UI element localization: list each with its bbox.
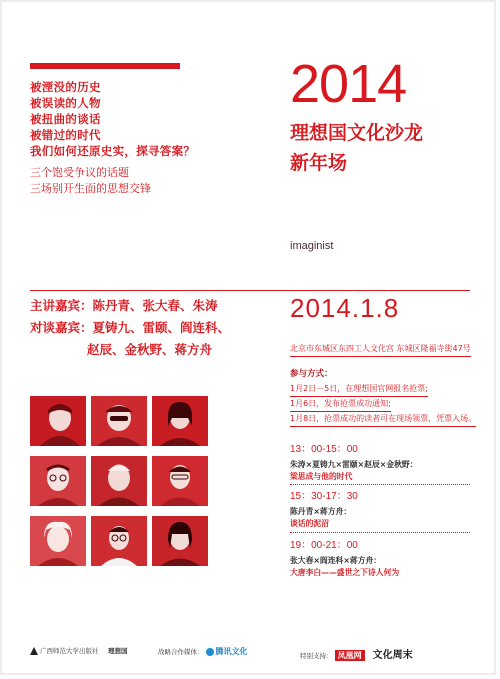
tencent-logo-icon bbox=[206, 648, 214, 656]
sub-line-1: 三个饱受争议的话题 bbox=[30, 166, 129, 179]
join-step-1: 1月2日－5日，在理想国官网报名抢票; bbox=[290, 383, 428, 397]
session-3-topic: 大唐李白——盛世之下诗人何为 bbox=[290, 568, 400, 577]
join-step-3: 1月8日，抢票成功的读者可在现场领票，凭票入场。 bbox=[290, 413, 476, 427]
session-2-topic: 谈话的泥沼 bbox=[290, 519, 329, 528]
main-guests-label: 主讲嘉宾： bbox=[30, 298, 93, 313]
event-date: 2014.1.8 bbox=[290, 293, 400, 323]
question-line-3: 被扭曲的谈话 bbox=[30, 112, 101, 126]
session-1-separator bbox=[290, 484, 470, 485]
guest-photo-2 bbox=[91, 396, 147, 446]
partner-name: 腾讯文化 bbox=[215, 647, 248, 656]
ifeng-logo: 凤凰网 bbox=[335, 650, 365, 661]
join-step-2: 1月6日，发布抢票成功通知; bbox=[290, 398, 391, 412]
main-guests-names: 陈丹青、张大春、朱涛 bbox=[92, 298, 218, 313]
event-address: 北京市东城区东四工人文化宫 东城区隆福寺街47号 bbox=[290, 343, 471, 357]
talk-guests bbox=[30, 319, 230, 337]
session-1-time: 13：00-15：00 bbox=[290, 444, 358, 455]
guest-photo-5 bbox=[91, 456, 147, 506]
footer-support bbox=[300, 646, 413, 661]
session-2-names: 陈丹青×蒋方舟： bbox=[290, 507, 352, 516]
support-label: 特别支持： bbox=[300, 652, 333, 660]
poster-title: 理想国文化沙龙 bbox=[290, 122, 424, 144]
publisher-name: 广西师范大学出版社 bbox=[40, 647, 99, 655]
top-accent-bar bbox=[30, 63, 180, 69]
guest-photo-1 bbox=[30, 396, 86, 446]
footer-imaginist-logo bbox=[108, 646, 128, 655]
question-line-5: 我们如何还原史实，探寻答案？ bbox=[30, 144, 196, 158]
session-1-topic: 梁思成与他的时代 bbox=[290, 472, 353, 481]
session-2-time: 15：30-17：30 bbox=[290, 491, 358, 502]
guest-photo-4 bbox=[30, 456, 86, 506]
poster-subtitle: 新年场 bbox=[290, 152, 348, 174]
session-3-time: 19：00-21：00 bbox=[290, 540, 358, 551]
main-guests bbox=[30, 297, 218, 315]
guest-photo-3 bbox=[152, 396, 208, 446]
talk-guests-names-2: 赵辰、金秋野、蒋方舟 bbox=[87, 342, 213, 357]
guest-photo-9 bbox=[152, 516, 208, 566]
question-line-2: 被误读的人物 bbox=[30, 96, 101, 110]
poster-year: 2014 bbox=[290, 54, 407, 114]
footer-org-logo bbox=[30, 646, 99, 655]
sub-line-2: 三场别开生面的思想交锋 bbox=[30, 182, 151, 195]
imaginist-mark: 理想国 bbox=[108, 647, 128, 655]
session-3-names: 张大春×阎连科×蒋方舟： bbox=[290, 556, 382, 565]
weekend-logo: 文化周末 bbox=[372, 650, 413, 661]
guest-photo-7 bbox=[30, 516, 86, 566]
partner-label: 战略合作媒体： bbox=[158, 648, 204, 656]
footer-partner bbox=[158, 646, 248, 657]
guest-photo-6 bbox=[152, 456, 208, 506]
question-line-1: 被湮没的历史 bbox=[30, 80, 101, 94]
session-2-separator bbox=[290, 532, 470, 533]
join-method-title: 参与方式： bbox=[290, 369, 333, 379]
guest-photo-8 bbox=[91, 516, 147, 566]
talk-guests-names-1: 夏铸九、雷颐、阎连科、 bbox=[92, 320, 231, 335]
talk-guests-label: 对谈嘉宾： bbox=[30, 320, 93, 335]
question-line-4: 被错过的时代 bbox=[30, 128, 101, 142]
section-divider bbox=[30, 290, 470, 291]
session-1-names: 朱涛×夏铸九×雷颐×赵辰×金秋野： bbox=[290, 460, 418, 469]
brand-name: imaginist bbox=[290, 240, 334, 252]
publisher-logo-icon bbox=[30, 647, 38, 655]
